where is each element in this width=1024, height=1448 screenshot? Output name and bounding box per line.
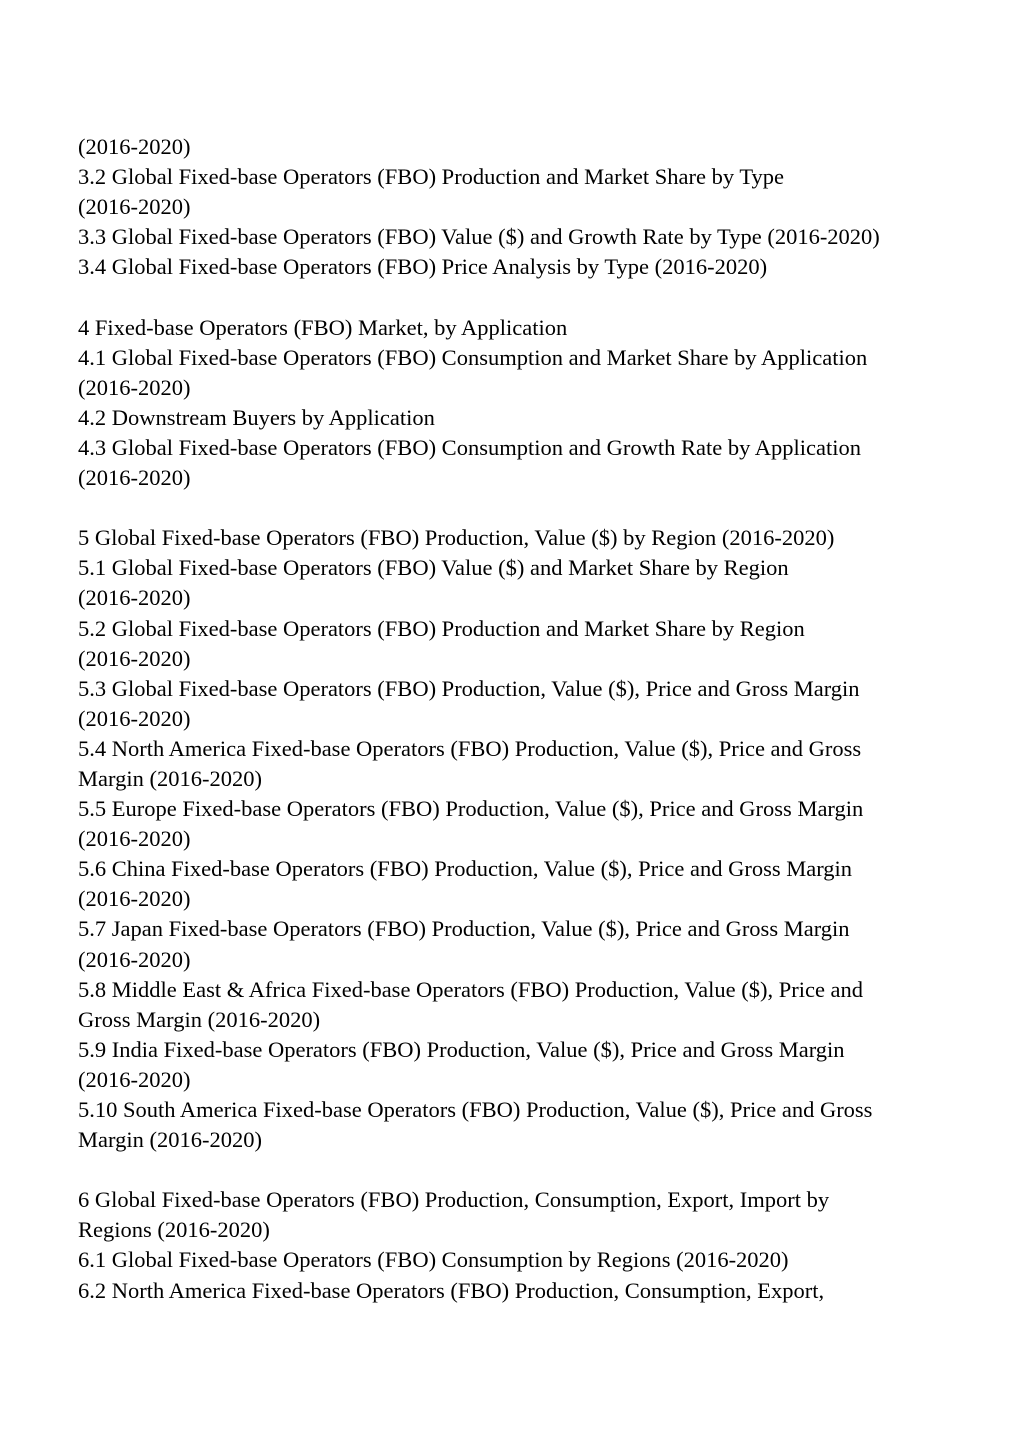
toc-line: Gross Margin (2016-2020) [78, 1006, 321, 1032]
toc-line: 6 Global Fixed-base Operators (FBO) Production, Consumption, Export, Import by [78, 1187, 830, 1213]
toc-line: 5.4 North America Fixed-base Operators (FBO) Production, Value ($), Price and Gross [78, 735, 862, 761]
toc-line: 5.7 Japan Fixed-base Operators (FBO) Production, Value ($), Price and Gross Margin [78, 916, 850, 942]
toc-line: 5 Global Fixed-base Operators (FBO) Production, Value ($) by Region (2016-2020) [78, 525, 835, 551]
toc-line: 3.4 Global Fixed-base Operators (FBO) Price Analysis by Type (2016-2020) [78, 254, 768, 280]
toc-line: (2016-2020) [78, 585, 191, 611]
toc-line: (2016-2020) [78, 1066, 191, 1092]
toc-line: 3.3 Global Fixed-base Operators (FBO) Value ($) and Growth Rate by Type (2016-2020) [78, 224, 880, 250]
toc-line: (2016-2020) [78, 946, 191, 972]
toc-line: 5.2 Global Fixed-base Operators (FBO) Production and Market Share by Region [78, 615, 805, 641]
toc-line: 5.8 Middle East & Africa Fixed-base Operators (FBO) Production, Value ($), Price and [78, 976, 864, 1002]
section-gap [78, 1155, 958, 1185]
toc-line: 6.2 North America Fixed-base Operators (FBO) Production, Consumption, Export, [78, 1277, 825, 1303]
toc-line: (2016-2020) [78, 374, 191, 400]
toc-line: (2016-2020) [78, 134, 191, 159]
table-of-contents [78, 132, 958, 1306]
toc-line: Margin (2016-2020) [78, 1127, 262, 1153]
toc-line: 6.1 Global Fixed-base Operators (FBO) Consumption by Regions (2016-2020) [78, 1247, 789, 1273]
toc-line: 4.1 Global Fixed-base Operators (FBO) Consumption and Market Share by Application [78, 344, 868, 370]
toc-line: (2016-2020) [78, 886, 191, 912]
toc-line: 5.3 Global Fixed-base Operators (FBO) Production, Value ($), Price and Gross Margin [78, 675, 860, 701]
toc-line: 5.5 Europe Fixed-base Operators (FBO) Production, Value ($), Price and Gross Margin [78, 796, 864, 822]
toc-line: 5.9 India Fixed-base Operators (FBO) Production, Value ($), Price and Gross Margin [78, 1036, 845, 1062]
toc-line: (2016-2020) [78, 465, 191, 491]
section-gap [78, 493, 958, 523]
toc-line: 5.6 China Fixed-base Operators (FBO) Production, Value ($), Price and Gross Margin [78, 856, 853, 882]
toc-line: (2016-2020) [78, 645, 191, 671]
toc-line: 5.1 Global Fixed-base Operators (FBO) Value ($) and Market Share by Region [78, 555, 789, 581]
toc-line: 5.10 South America Fixed-base Operators (FBO) Production, Value ($), Price and Gross [78, 1097, 873, 1122]
toc-line: 4.3 Global Fixed-base Operators (FBO) Consumption and Growth Rate by Application [78, 434, 862, 460]
toc-line: 4.2 Downstream Buyers by Application [78, 404, 435, 430]
toc-line: Margin (2016-2020) [78, 765, 262, 791]
toc-line: 4 Fixed-base Operators (FBO) Market, by Application [78, 314, 568, 340]
toc-line: (2016-2020) [78, 194, 191, 220]
toc-line: (2016-2020) [78, 826, 191, 852]
toc-line: Regions (2016-2020) [78, 1217, 270, 1243]
toc-line: 3.2 Global Fixed-base Operators (FBO) Production and Market Share by Type [78, 164, 784, 190]
toc-line: (2016-2020) [78, 705, 191, 731]
section-gap [78, 282, 958, 312]
